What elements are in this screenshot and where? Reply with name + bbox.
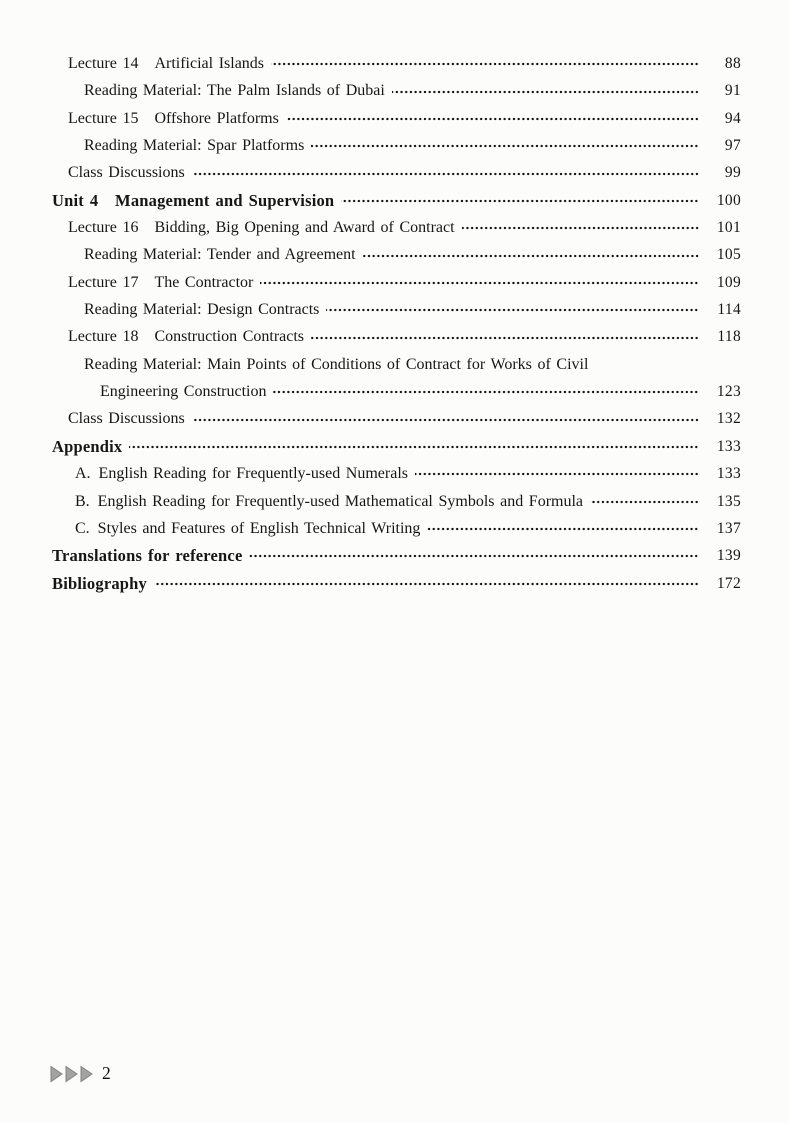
toc-entry-title: Lecture 15 Offshore Platforms xyxy=(68,109,279,127)
dot-leader xyxy=(129,444,699,450)
toc-entry-page: 94 xyxy=(724,109,741,127)
dot-leader xyxy=(415,471,699,477)
toc-entry-translations xyxy=(52,542,741,569)
toc-entry-page: 137 xyxy=(716,519,741,537)
toc-entry-title: B. English Reading for Frequently-used Mathematical Symbols and Formula xyxy=(75,492,584,510)
toc-entry-title: Lecture 14 Artificial Islands xyxy=(68,55,265,72)
toc-entry-title: Engineering Construction xyxy=(100,383,267,401)
toc-entry-page: 172 xyxy=(716,574,741,592)
toc-entry-title: Reading Material: Spar Platforms xyxy=(84,137,305,155)
dot-leader xyxy=(590,499,699,505)
toc-entry-page: 101 xyxy=(716,219,741,237)
toc-entry-reading-main-points-line2 xyxy=(52,378,741,405)
toc-entry-title: Lecture 16 Bidding, Big Opening and Award of Contract xyxy=(68,219,455,237)
dot-leader xyxy=(271,61,699,67)
toc-entry-lecture-14 xyxy=(52,50,741,77)
footer-page-number: 2 xyxy=(102,1063,111,1083)
toc-entry-class-discussions-2 xyxy=(52,405,741,432)
dot-leader xyxy=(326,307,699,313)
toc-entry-page: 97 xyxy=(724,137,741,155)
toc-entry-reading-main-points-line1 xyxy=(52,351,741,378)
toc-entry-page: 133 xyxy=(716,465,741,483)
page-footer xyxy=(50,1063,111,1084)
toc-entry-lecture-18 xyxy=(52,323,741,350)
toc-entry-reading-spar-platforms xyxy=(52,132,741,159)
toc-entry-reading-palm-islands xyxy=(52,77,741,104)
toc-entry-page: 109 xyxy=(716,273,741,291)
toc-entry-page: 105 xyxy=(716,246,741,264)
dot-leader xyxy=(192,417,699,423)
toc-entry-appendix-c xyxy=(52,515,741,542)
toc-entry-reading-tender-agreement xyxy=(52,241,741,268)
toc-entry-title: Appendix xyxy=(52,436,123,456)
toc-entry-bibliography xyxy=(52,570,741,597)
dot-leader xyxy=(462,225,699,231)
toc-entry-appendix xyxy=(52,433,741,460)
dot-leader xyxy=(427,526,699,532)
dot-leader xyxy=(154,581,699,587)
toc-entry-title: Reading Material: Design Contracts xyxy=(84,301,320,319)
dot-leader xyxy=(260,280,699,286)
toc-entry-appendix-a xyxy=(52,460,741,487)
toc-entry-page: 99 xyxy=(724,164,741,182)
dot-leader xyxy=(311,143,699,149)
triple-right-arrows-icon xyxy=(50,1065,95,1083)
toc-entry-title: C. Styles and Features of English Technical Writing xyxy=(75,519,421,537)
toc-entry-reading-design-contracts xyxy=(52,296,741,323)
dot-leader xyxy=(273,389,699,395)
toc-entry-title: Lecture 18 Construction Contracts xyxy=(68,328,305,346)
toc-entry-page: 100 xyxy=(716,191,741,209)
toc-entry-title: Lecture 17 The Contractor xyxy=(68,273,254,291)
toc-entry-page: 88 xyxy=(724,55,741,72)
toc-entry-page: 123 xyxy=(716,383,741,401)
dot-leader xyxy=(249,553,699,559)
toc-entry-title: Class Discussions xyxy=(68,164,185,182)
toc-entry-title: A. English Reading for Frequently-used Numerals xyxy=(75,465,409,483)
toc-entry-page: 132 xyxy=(716,410,741,428)
toc-entry-title: Class Discussions xyxy=(68,410,185,428)
dot-leader xyxy=(311,335,699,341)
toc-entry-title: Reading Material: The Palm Islands of Dubai xyxy=(84,82,385,100)
toc-entry-title: Bibliography xyxy=(52,573,148,593)
toc-entry-page: 133 xyxy=(716,437,741,455)
toc-entry-page: 135 xyxy=(716,492,741,510)
dot-leader xyxy=(286,116,699,122)
toc-entry-appendix-b xyxy=(52,488,741,515)
toc-entry-page: 118 xyxy=(717,328,741,346)
toc-entry-lecture-16 xyxy=(52,214,741,241)
dot-leader xyxy=(392,89,699,95)
toc-entry-title: Unit 4 Management and Supervision xyxy=(52,190,335,210)
table-of-contents xyxy=(52,50,741,597)
toc-entry-lecture-15 xyxy=(52,105,741,132)
dot-leader xyxy=(192,171,699,177)
toc-entry-class-discussions-1 xyxy=(52,159,741,186)
toc-entry-lecture-17 xyxy=(52,269,741,296)
toc-entry-page: 91 xyxy=(724,82,741,100)
toc-entry-page: 139 xyxy=(716,547,741,565)
dot-leader xyxy=(595,362,699,368)
dot-leader xyxy=(341,198,699,204)
toc-entry-title: Reading Material: Tender and Agreement xyxy=(84,246,356,264)
toc-entry-unit-4 xyxy=(52,187,741,214)
toc-entry-title: Translations for reference xyxy=(52,546,243,566)
toc-entry-page: 114 xyxy=(717,301,741,319)
dot-leader xyxy=(363,253,699,259)
toc-entry-title: Reading Material: Main Points of Conditions of Contract for Works of Civil xyxy=(84,355,589,373)
